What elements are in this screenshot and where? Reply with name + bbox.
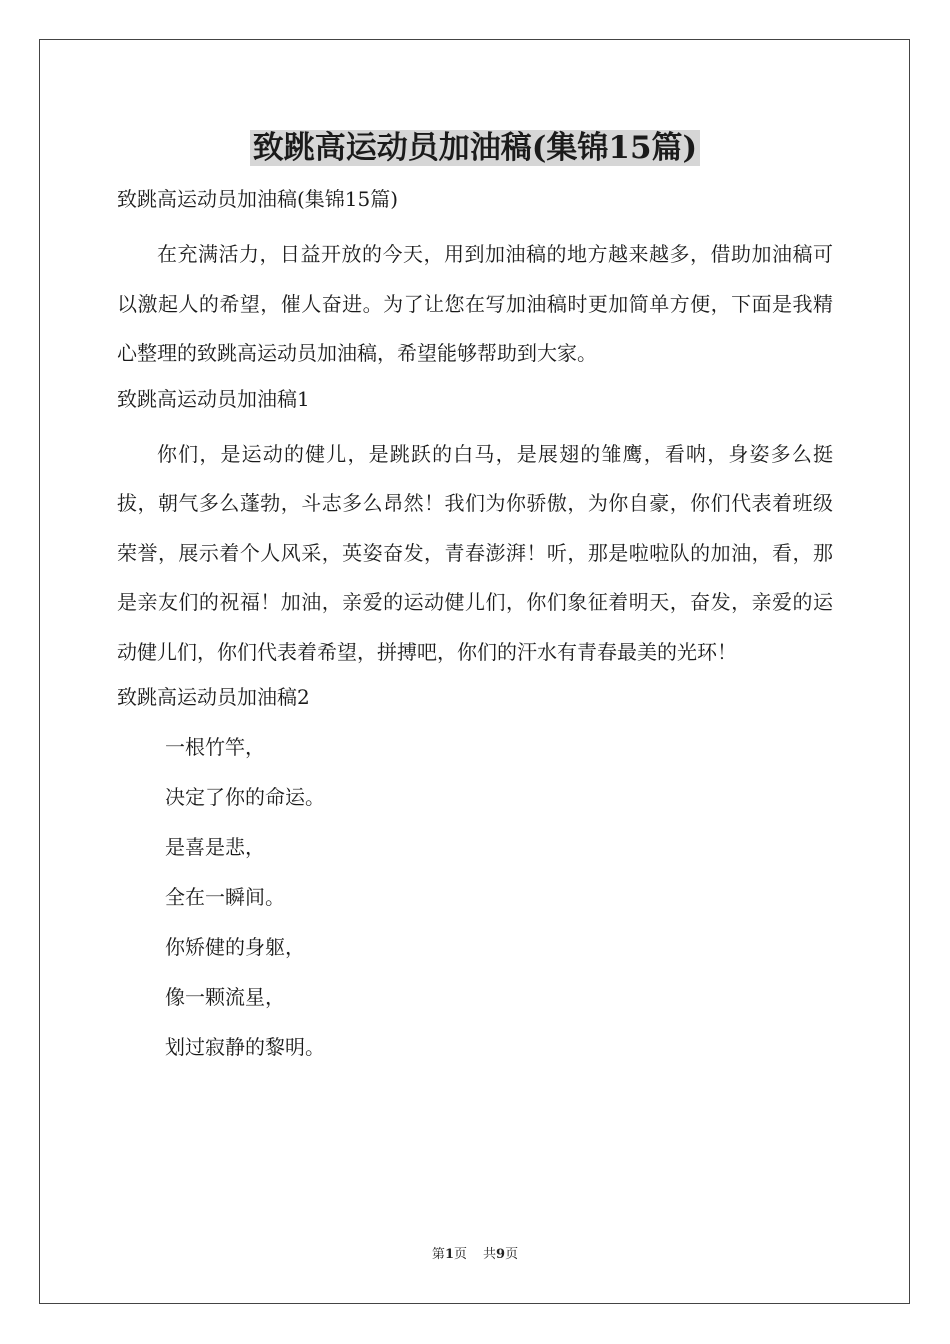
document-subtitle: 致跳高运动员加油稿(集锦15篇)	[117, 187, 399, 211]
document-body	[117, 180, 833, 1078]
poem-line: 是喜是悲，	[165, 835, 265, 859]
page-suffix: 页	[453, 1247, 467, 1262]
poem-line: 划过寂静的黎明。	[165, 1035, 325, 1059]
poem-line: 你矫健的身躯，	[165, 935, 305, 959]
section-2-heading: 致跳高运动员加油稿2	[117, 685, 310, 709]
page-current: 1	[444, 1247, 454, 1262]
poem-line: 像一颗流星，	[165, 985, 285, 1009]
document-title	[0, 126, 950, 170]
section-1-paragraph: 你们，是运动的健儿，是跳跃的白马，是展翅的雏鹰，看呐，身姿多么挺拔，朝气多么蓬勃，斗志多么昂然！我们为你骄傲，为你自豪，你们代表着班级荣誉，展示着个人风采，英姿奋发，青春澎湃！听，那是啦啦队的加油，看，那是亲友们的祝福！加油，亲爱的运动健儿们，你们象征着明天，奋发，亲爱的运动健儿们，你们代表着希望，拼搏吧，你们的汗水有青春最美的光环！	[117, 441, 833, 664]
page-footer	[0, 1245, 950, 1265]
poem-line: 决定了你的命运。	[165, 785, 325, 809]
page-prefix: 第	[431, 1247, 445, 1262]
total-prefix: 共	[483, 1247, 497, 1262]
poem-line: 全在一瞬间。	[165, 885, 285, 909]
document-title-text: 致跳高运动员加油稿(集锦15篇)	[250, 130, 700, 166]
intro-paragraph: 在充满活力，日益开放的今天，用到加油稿的地方越来越多，借助加油稿可以激起人的希望，催人奋进。为了让您在写加油稿时更加简单方便，下面是我精心整理的致跳高运动员加油稿，希望能够帮助到大家。	[117, 242, 833, 365]
poem-line: 一根竹竿，	[165, 735, 265, 759]
section-1-heading: 致跳高运动员加油稿1	[117, 386, 310, 411]
page-total: 9	[496, 1247, 506, 1262]
total-suffix: 页	[505, 1247, 519, 1262]
